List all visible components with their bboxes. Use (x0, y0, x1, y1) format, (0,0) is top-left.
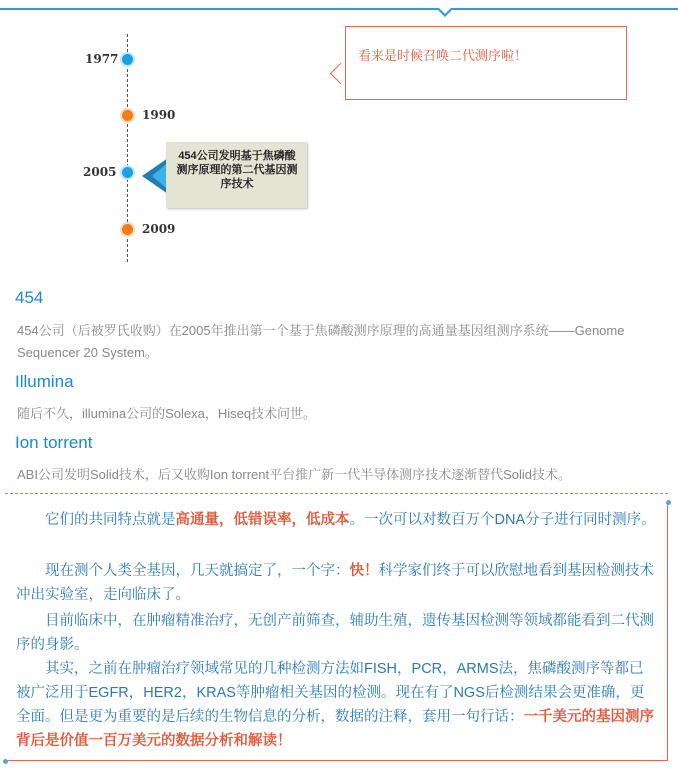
summary-paragraph-1 (16, 508, 656, 532)
summary-box-corner-dot (666, 500, 671, 505)
timeline-year-1977: 1977 (85, 52, 119, 66)
summary-text: 现在测个人类全基因，几天就搞定了，一个字： (45, 563, 350, 579)
timeline-dot-2005 (122, 167, 133, 178)
section-title-ion-torrent: Ion torrent (15, 433, 93, 452)
summary-box-corner-dot (3, 759, 8, 764)
speech-bubble-text: 看来是时候召唤二代测序啦！ (358, 48, 528, 63)
timeline-year-1990: 1990 (142, 108, 176, 122)
top-divider (0, 8, 678, 10)
summary-text: 。一次可以对数百万个DNA分子进行同时测序。 (349, 512, 656, 528)
summary-paragraph-2 (16, 559, 656, 607)
summary-emphasis: 高通量，低错误率，低成本 (175, 512, 350, 528)
timeline-callout-pointer-highlight (152, 164, 166, 188)
section-body-454: 454公司（后被罗氏收购）在2005年推出第一个基于焦磷酸测序原理的高通量基因组测序系统——Genome Sequencer 20 System。 (17, 323, 625, 360)
timeline-dot-2009 (122, 224, 133, 235)
timeline-illustration (78, 14, 323, 262)
top-divider-notch-inner (439, 8, 451, 14)
speech-bubble (345, 26, 627, 100)
summary-text: 其实，之前在肿瘤治疗领域常见的几种检测方法如FISH，PCR，ARMS法，焦磷酸测序等都已被广泛用于EGFR，HER2，KRAS等肿瘤相关基因的检测。现在有了NGS后检测结果会更准确，更全面。但是更为重要的是后续的生物信息的分析，数据的注释，套用一句行话： (16, 661, 645, 725)
timeline-dot-1977 (122, 54, 133, 65)
timeline-callout-card (166, 142, 307, 208)
section-body-ion-torrent: ABI公司发明Solid技术，后又收购Ion torrent平台推广新一代半导体测序技术逐渐替代Solid技术。 (17, 467, 572, 482)
summary-text: 它们的共同特点就是 (45, 512, 176, 528)
timeline-year-2009: 2009 (142, 222, 176, 236)
summary-paragraph-4 (16, 657, 656, 753)
summary-emphasis: 一千美元的基因测序背后是价值一百万美元的数据分析和解读！ (16, 709, 654, 749)
summary-text: 目前临床中，在肿瘤精准治疗，无创产前筛查，辅助生殖，遗传基因检测等领域都能看到二代测序的身影。 (16, 613, 654, 653)
summary-text: 科学家们终于可以欣慰地看到基因检测技术冲出实验室，走向临床了。 (16, 563, 654, 603)
summary-emphasis: 快！ (349, 563, 379, 579)
timeline-year-2005: 2005 (83, 165, 117, 179)
section-divider (5, 493, 668, 494)
section-body-illumina: 随后不久，illumina公司的Solexa，Hiseq技术问世。 (17, 406, 317, 421)
section-title-illumina: Illumina (15, 372, 74, 391)
section-title-454: 454 (15, 288, 44, 307)
timeline-dot-1990 (122, 110, 133, 121)
timeline-callout-text: 454公司发明基于焦磷酸测序原理的第二代基因测序技术 (176, 150, 298, 190)
summary-paragraph-3 (16, 609, 656, 657)
